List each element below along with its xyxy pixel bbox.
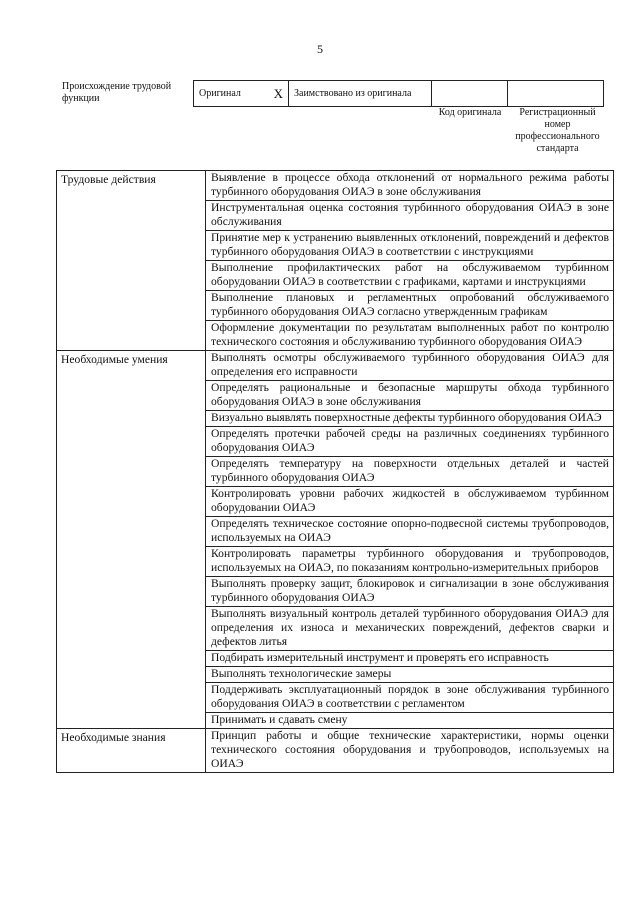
section-title: Необходимые умения — [57, 351, 206, 729]
section-row — [57, 351, 614, 729]
list-item: Определять температуру на поверхности отдельных деталей и частей турбинного оборудования ОИАЭ — [206, 457, 613, 487]
origin-label: Происхождение трудовой функции — [62, 81, 172, 104]
list-item: Определять техническое состояние опорно-подвесной системы трубопроводов, используемых на ОИАЭ — [206, 517, 613, 547]
section-row — [57, 171, 614, 351]
list-item: Контролировать уровни рабочих жидкостей в обслуживаемом турбинном оборудовании ОИАЭ — [206, 487, 613, 517]
list-item: Оформление документации по результатам выполненных работ по контролю технического состояния и обслуживанию турбинного оборудования ОИАЭ — [211, 321, 609, 348]
original-label: Оригинал — [199, 88, 241, 99]
list-item: Выполнение плановых и регламентных опробований обслуживаемого турбинного оборудования ОИАЭ согласно утвержденным графикам — [206, 291, 613, 321]
reg-number-cell — [508, 81, 603, 106]
labor-function-table — [56, 170, 614, 773]
section-items — [206, 351, 614, 729]
code-cell — [432, 81, 508, 106]
list-item: Подбирать измерительный инструмент и проверять его исправность — [206, 651, 613, 667]
origin-table — [193, 80, 604, 107]
section-items — [206, 729, 614, 773]
list-item: Выполнять осмотры обслуживаемого турбинного оборудования ОИАЭ для определения его исправности — [206, 351, 613, 381]
reg-number-caption: Регистрационный номер профессионального стандарта — [515, 107, 600, 154]
list-item: Определять протечки рабочей среды на различных соединениях турбинного оборудования ОИАЭ — [206, 427, 613, 457]
section-row — [57, 729, 614, 773]
borrowed-cell — [289, 81, 432, 106]
list-item: Принцип работы и общие технические характеристики, нормы оценки технического состояния оборудования и трубопроводов, используемых на ОИАЭ — [211, 729, 609, 770]
list-item: Выполнять технологические замеры — [206, 667, 613, 683]
list-item: Выполнение профилактических работ на обслуживаемом турбинном оборудовании ОИАЭ в соответствии с графиками, картами и инструкциями — [206, 261, 613, 291]
original-cell — [194, 81, 289, 106]
list-item: Инструментальная оценка состояния турбинного оборудования ОИАЭ в зоне обслуживания — [206, 201, 613, 231]
section-title: Необходимые знания — [57, 729, 206, 773]
list-item: Определять рациональные и безопасные маршруты обхода турбинного оборудования ОИАЭ в зоне обслуживания — [206, 381, 613, 411]
list-item: Контролировать параметры турбинного оборудования и трубопроводов, используемых на ОИАЭ, по показаниям контрольно-измерительных приборов — [206, 547, 613, 577]
borrowed-label: Заимствовано из оригинала — [294, 88, 412, 99]
page-number: 5 — [317, 42, 323, 56]
list-item: Выявление в процессе обхода отклонений от нормального режима работы турбинного оборудования ОИАЭ в зоне обслуживания — [206, 171, 613, 201]
list-item: Выполнять проверку защит, блокировок и сигнализации в зоне обслуживания турбинного оборудования ОИАЭ — [206, 577, 613, 607]
list-item: Принимать и сдавать смену — [211, 713, 348, 726]
section-title: Трудовые действия — [57, 171, 206, 351]
list-item: Принятие мер к устранению выявленных отклонений, повреждений и дефектов турбинного оборудования ОИАЭ в соответствии с инструкциями — [206, 231, 613, 261]
list-item: Выполнять визуальный контроль деталей турбинного оборудования ОИАЭ для определения их износа и механических повреждений, дефектов сварки и дефектов литья — [206, 607, 613, 651]
original-mark: X — [273, 85, 283, 101]
list-item: Визуально выявлять поверхностные дефекты турбинного оборудования ОИАЭ — [206, 411, 613, 427]
list-item: Поддерживать эксплуатационный порядок в зоне обслуживания турбинного оборудования ОИАЭ в соответствии с регламентом — [206, 683, 613, 713]
section-items — [206, 171, 614, 351]
code-caption: Код оригинала — [438, 107, 502, 118]
